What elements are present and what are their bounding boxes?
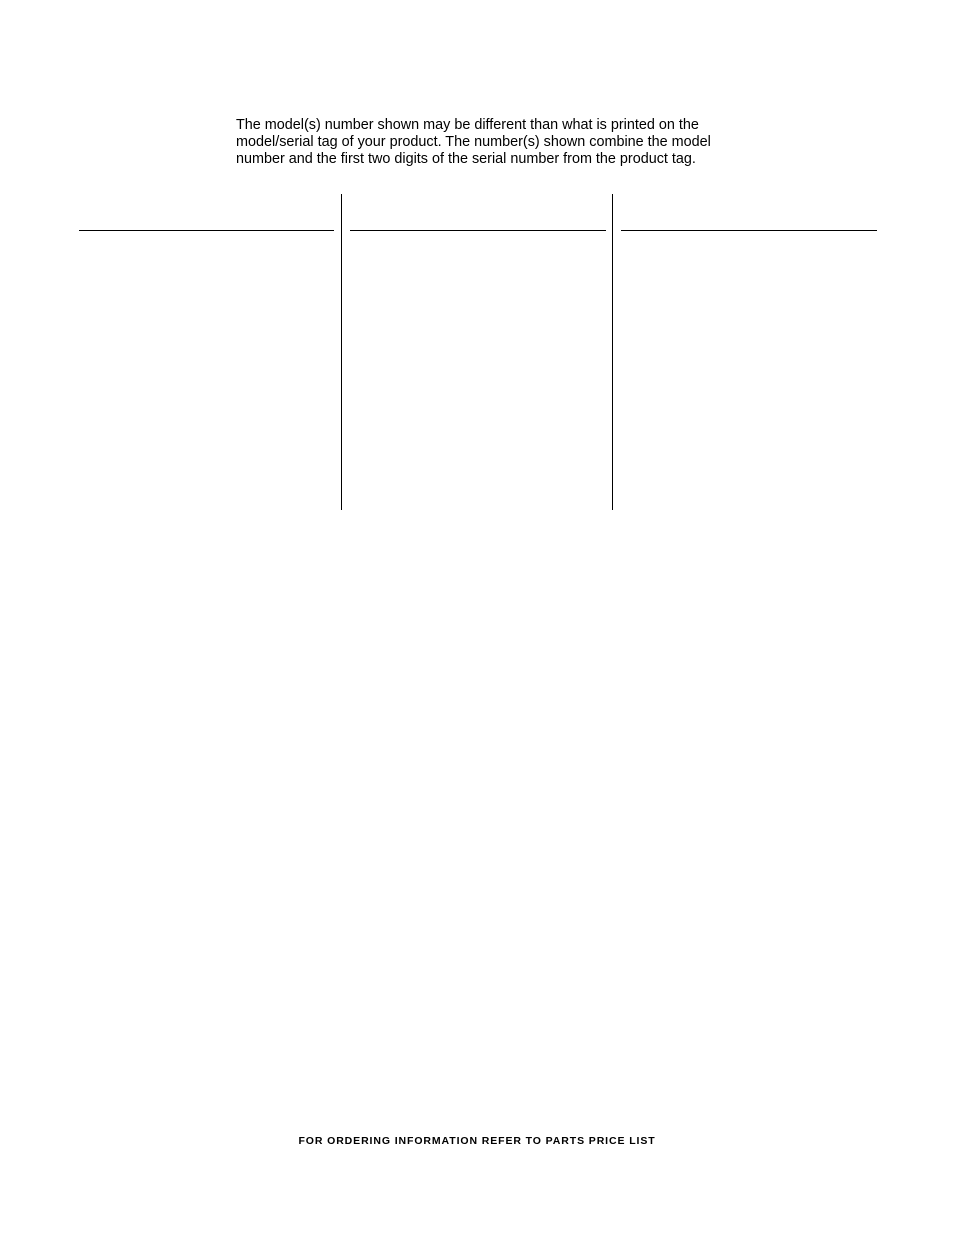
model-notice [236, 117, 736, 168]
notice-line-2: model/serial tag of your product. The number(s) shown combine the model [236, 134, 711, 150]
column-2-rule [350, 230, 606, 231]
ordering-info-footer: FOR ORDERING INFORMATION REFER TO PARTS PRICE LIST [298, 1135, 656, 1147]
column-3-header [621, 200, 877, 228]
column-divider-2 [612, 194, 613, 510]
column-1-header [79, 200, 334, 228]
notice-line-1: The model(s) number shown may be different than what is printed on the [236, 117, 699, 133]
column-3-rule [621, 230, 877, 231]
column-divider-1 [341, 194, 342, 510]
notice-line-3: number and the first two digits of the serial number from the product tag. [236, 151, 696, 167]
column-2-header [350, 200, 606, 228]
column-1-rule [79, 230, 334, 231]
